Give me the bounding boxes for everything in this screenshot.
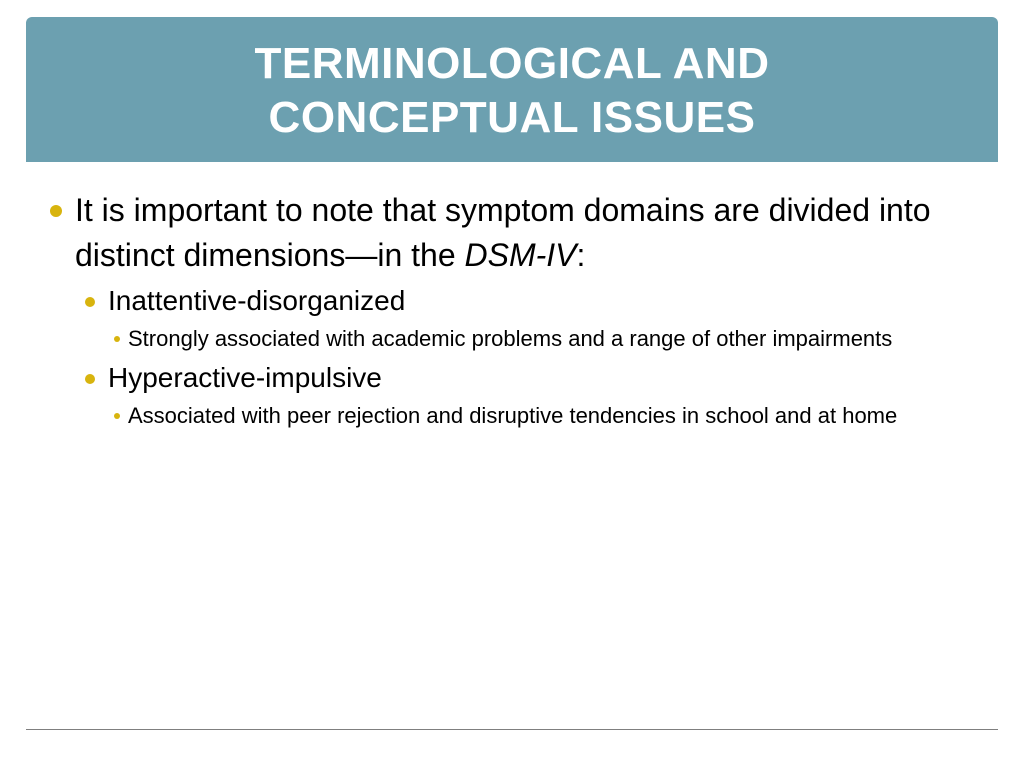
detail-list (108, 399, 980, 432)
main-bullet-text-italic: DSM-IV (464, 237, 577, 273)
detail-list (108, 322, 980, 355)
slide-body (40, 188, 980, 436)
slide-title (255, 35, 770, 145)
detail-text: Strongly associated with academic problems and a range of other impairments (128, 326, 893, 351)
main-bullet (40, 188, 980, 432)
main-bullet-text (75, 192, 931, 273)
sub-bullet-hyperactive (75, 359, 980, 432)
detail-text: Associated with peer rejection and disruptive tendencies in school and at home (128, 403, 898, 428)
slide-title-line-2: CONCEPTUAL ISSUES (268, 92, 756, 142)
bottom-divider (26, 729, 998, 730)
bullet-dot-icon (114, 336, 120, 342)
sub-bullet-list (75, 282, 980, 432)
detail-item (108, 322, 980, 355)
sub-bullet-label: Inattentive-disorganized (108, 285, 406, 316)
detail-item (108, 399, 980, 432)
sub-bullet-inattentive (75, 282, 980, 355)
bullet-dot-icon (85, 297, 95, 307)
sub-bullet-label: Hyperactive-impulsive (108, 362, 382, 393)
bullet-dot-icon (50, 205, 62, 217)
bullet-dot-icon (85, 374, 95, 384)
main-bullet-text-end: : (576, 237, 586, 273)
bullet-list (40, 188, 980, 432)
bullet-dot-icon (114, 413, 120, 419)
slide-title-line-1: TERMINOLOGICAL AND (254, 38, 770, 88)
main-bullet-text-start: It is important to note that symptom domains are divided into distinct dimensions—in the (75, 192, 931, 273)
title-bar (26, 17, 998, 162)
